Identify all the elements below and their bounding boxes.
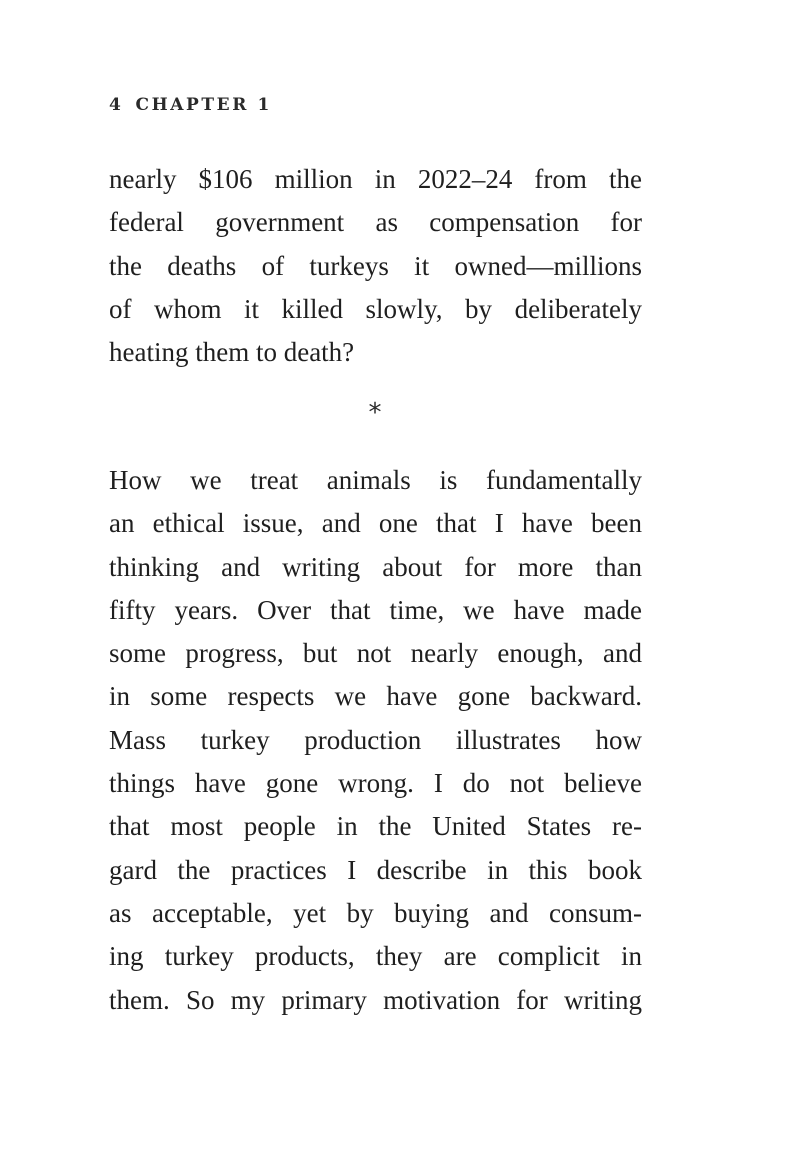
page-number: 4: [109, 95, 124, 115]
paragraph-2-line: things have gone wrong. I do not believe: [109, 768, 642, 799]
paragraph-2-line: that most people in the United States re-: [109, 811, 642, 842]
chapter-label: CHAPTER 1: [135, 95, 272, 115]
paragraph-2-line: Mass turkey production illustrates how: [109, 724, 642, 755]
paragraph-2-line: as acceptable, yet by buying and consum-: [109, 897, 642, 928]
paragraph-1-line: nearly $106 million in 2022–24 from the: [109, 164, 642, 194]
paragraph-2-line: some progress, but not nearly enough, and: [109, 638, 642, 669]
paragraph-1: [109, 158, 642, 374]
paragraph-2-line: thinking and writing about for more than: [109, 551, 642, 582]
paragraph-1-line: heating them to death?: [109, 337, 355, 368]
paragraph-2-line: gard the practices I describe in this book: [109, 854, 642, 885]
paragraph-2: [109, 459, 642, 1022]
paragraph-2-line: ing turkey products, they are complicit in: [109, 941, 642, 972]
paragraph-1-line: the deaths of turkeys it owned—millions: [109, 250, 642, 281]
paragraph-2-line: fifty years. Over that time, we have made: [109, 594, 642, 625]
paragraph-2-line: them. So my primary motivation for writing: [109, 984, 642, 1015]
paragraph-1-line: of whom it killed slowly, by deliberately: [109, 293, 642, 324]
paragraph-2-line: in some respects we have gone backward.: [109, 681, 642, 712]
running-head: [109, 95, 272, 115]
paragraph-2-line: an ethical issue, and one that I have been: [109, 508, 642, 539]
paragraph-2-line: How we treat animals is fundamentally: [109, 465, 642, 495]
section-break-asterisk: *: [368, 398, 382, 428]
paragraph-1-line: federal government as compensation for: [109, 207, 642, 238]
